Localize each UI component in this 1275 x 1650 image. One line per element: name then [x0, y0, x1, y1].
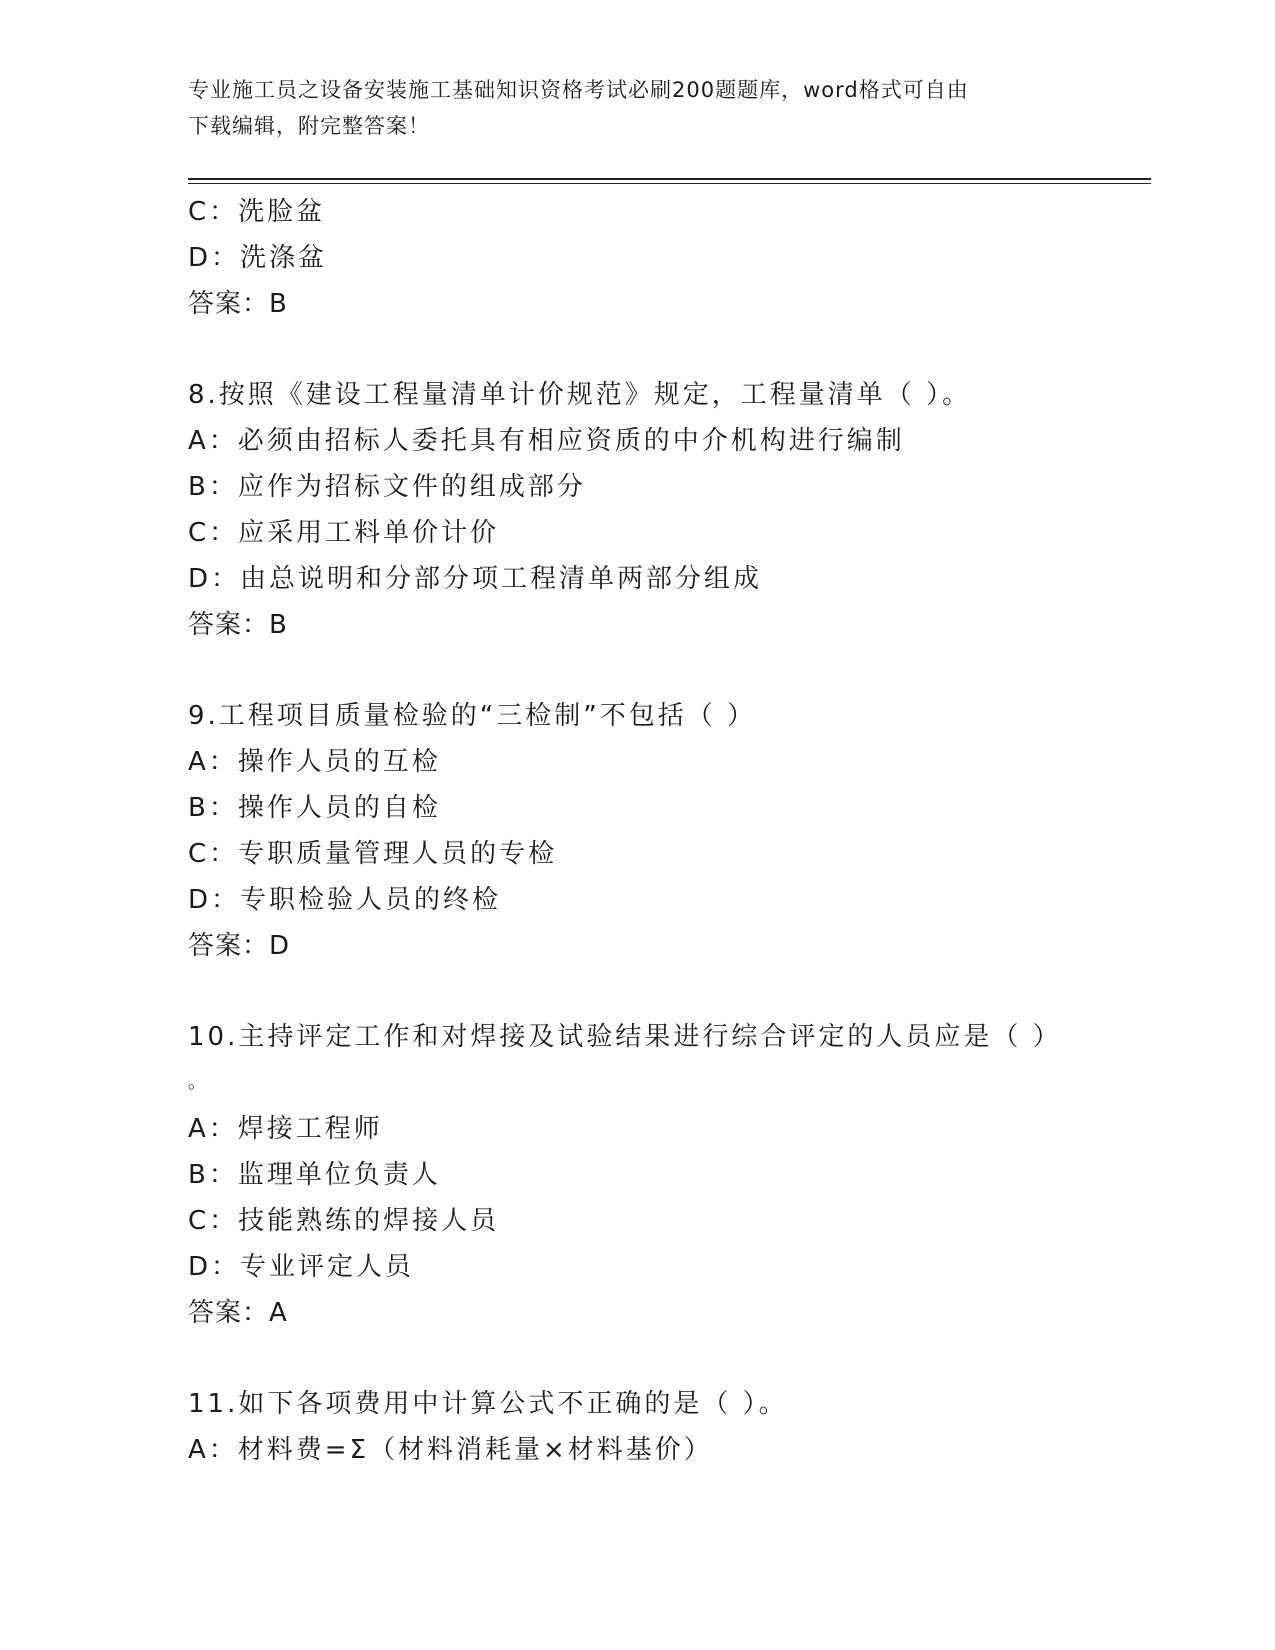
answer-line: 答案：A [188, 1298, 288, 1328]
answer-line: 答案：B [188, 610, 288, 640]
question-block-11 [188, 1381, 1151, 1473]
answer-line: 答案：B [188, 289, 288, 319]
question-block-9 [188, 693, 1151, 969]
question-stem: 9.工程项目质量检验的“三检制”不包括（ ） [188, 701, 757, 731]
header-title-line-2: 下载编辑，附完整答案！ [188, 114, 430, 138]
option-b: B：应作为招标文件的组成部分 [188, 472, 586, 502]
header-title-line-1: 专业施工员之设备安装施工基础知识资格考试必刷200题题库，word格式可自由 [188, 78, 969, 102]
document-header [188, 72, 1088, 144]
question-stem: 10.主持评定工作和对焊接及试验结果进行综合评定的人员应是（ ） [188, 1022, 1062, 1052]
option-d: D：专职检验人员的终检 [188, 885, 502, 915]
question-list [188, 189, 1151, 1473]
option-c: C：专职质量管理人员的专检 [188, 839, 558, 869]
question-stem: 11.如下各项费用中计算公式不正确的是（ ）。 [188, 1389, 788, 1419]
option-d: D：由总说明和分部分项工程清单两部分组成 [188, 564, 763, 594]
option-c: C：洗脸盆 [188, 197, 326, 227]
option-b: B：监理单位负责人 [188, 1160, 441, 1190]
spacer [188, 327, 1151, 372]
question-block-7 [188, 189, 1151, 327]
question-stem-continuation: 。 [188, 1072, 206, 1093]
answer-line: 答案：D [188, 931, 291, 961]
question-block-8 [188, 372, 1151, 648]
option-a: A：操作人员的互检 [188, 747, 441, 777]
header-divider-thick [188, 178, 1151, 180]
header-divider-thin [188, 183, 1151, 184]
option-d: D：专业评定人员 [188, 1252, 415, 1282]
spacer [188, 969, 1151, 1014]
question-stem: 8.按照《建设工程量清单计价规范》规定，工程量清单（ ）。 [188, 380, 972, 410]
option-c: C：技能熟练的焊接人员 [188, 1206, 500, 1236]
option-b: B：操作人员的自检 [188, 793, 441, 823]
option-a: A：材料费=Σ（材料消耗量×材料基价） [188, 1435, 713, 1465]
option-c: C：应采用工料单价计价 [188, 518, 500, 548]
spacer [188, 1336, 1151, 1381]
spacer [188, 648, 1151, 693]
option-d: D：洗涤盆 [188, 243, 328, 273]
question-block-10 [188, 1014, 1151, 1336]
option-a: A：焊接工程师 [188, 1114, 383, 1144]
option-a: A：必须由招标人委托具有相应资质的中介机构进行编制 [188, 426, 905, 456]
